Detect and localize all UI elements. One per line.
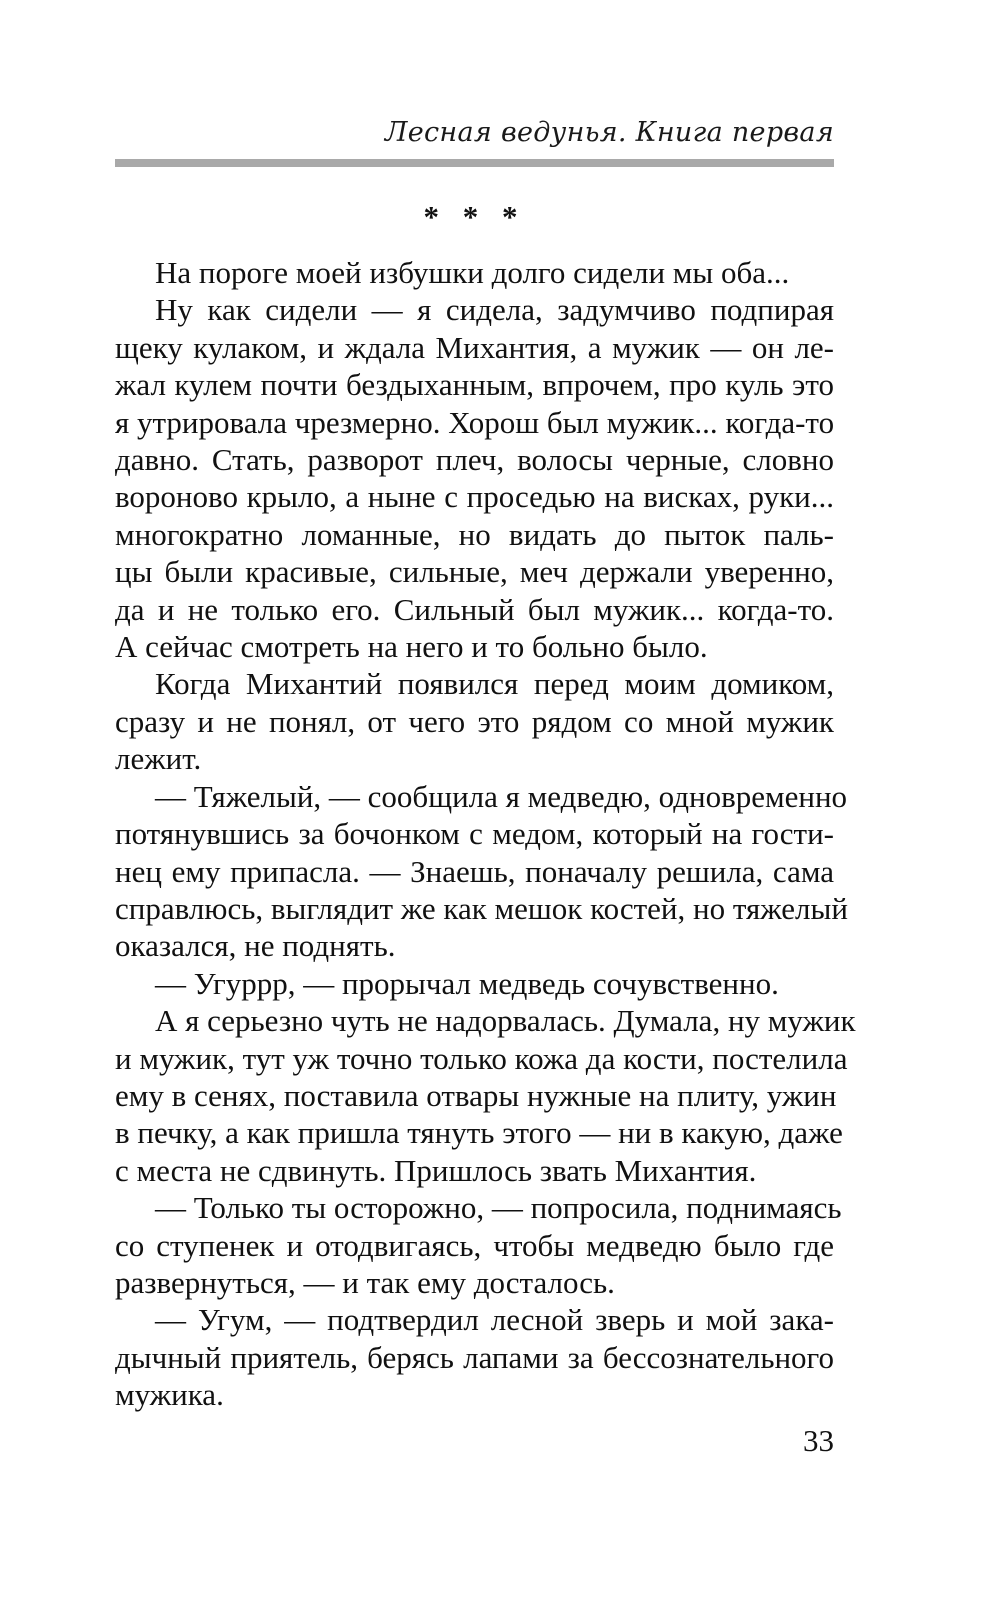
paragraph xyxy=(115,1189,842,1301)
text-line: многократно ломанные, но видать до пыток паль- xyxy=(115,516,834,552)
paragraph xyxy=(115,665,834,777)
text-line: с места не сдвинуть. Пришлось звать Михантия. xyxy=(115,1152,757,1188)
paragraph xyxy=(115,1301,834,1413)
paragraph xyxy=(115,254,834,291)
text-line: мужика. xyxy=(115,1377,224,1413)
text-line: На пороге моей избушки долго сидели мы оба... xyxy=(155,255,790,290)
text-line: дычный приятель, берясь лапами за бессознательного xyxy=(115,1339,834,1375)
text-line: лежит. xyxy=(115,741,202,777)
text-line: — Угум, — подтвердил лесной зверь и мой зака- xyxy=(155,1302,834,1338)
text-line: жал кулем почти бездыханным, впрочем, про куль это xyxy=(115,367,834,403)
text-line: вороново крыло, а ныне с проседью на висках, руки... xyxy=(115,479,834,515)
text-line: я утрировала чрезмерно. Хорош был мужик... когда-то xyxy=(115,404,835,440)
running-header: Лесная ведунья. Книга первая xyxy=(384,117,834,148)
text-line: цы были красивые, сильные, меч держали уверенно, xyxy=(115,554,834,590)
text-line: А сейчас смотреть на него и то больно было. xyxy=(115,629,708,665)
paragraph xyxy=(115,291,834,665)
text-line: сразу и не понял, от чего это рядом со мной мужик xyxy=(115,703,834,739)
header-divider xyxy=(115,159,834,167)
text-line: справлюсь, выглядит же как мешок костей, но тяжелый xyxy=(115,890,848,926)
text-line: в печку, а как пришла тянуть этого — ни в какую, даже xyxy=(115,1115,843,1151)
scene-break: * * * xyxy=(423,199,526,234)
text-line: Ну как сидели — я сидела, задумчиво подпирая xyxy=(155,292,834,328)
text-line: потянувшись за бочонком с медом, который на гости- xyxy=(115,816,834,852)
body-text xyxy=(115,254,856,1414)
text-line: ему в сенях, поставила отвары нужные на плиту, ужин xyxy=(115,1077,837,1113)
paragraph xyxy=(115,965,834,1002)
page-number: 33 xyxy=(803,1423,834,1458)
text-line: — Тяжелый, — сообщила я медведю, одновременно xyxy=(155,778,848,814)
text-line: со ступенек и отодвигаясь, чтобы медведю было где xyxy=(115,1227,834,1263)
text-line: Когда Михантий появился перед моим домиком, xyxy=(155,666,834,702)
text-line: оказался, не поднять. xyxy=(115,928,396,964)
text-line: да и не только его. Сильный был мужик... когда-то. xyxy=(115,591,834,627)
text-line: А я серьезно чуть не надорвалась. Думала, ну мужик xyxy=(155,1003,856,1039)
text-line: и мужик, тут уж точно только кожа да кости, постелила xyxy=(115,1040,848,1076)
text-line: нец ему припасла. — Знаешь, поначалу решила, сама xyxy=(115,853,834,889)
paragraph xyxy=(115,778,848,965)
text-line: давно. Стать, разворот плеч, волосы черные, словно xyxy=(115,442,834,478)
text-line: — Только ты осторожно, — попросила, поднимаясь xyxy=(155,1190,842,1226)
text-line: развернуться, — и так ему досталось. xyxy=(115,1264,615,1300)
text-line: щеку кулаком, и ждала Михантия, а мужик — он ле- xyxy=(115,329,834,365)
paragraph xyxy=(115,1002,856,1189)
text-line: — Угуррр, — прорычал медведь сочувственно. xyxy=(155,965,779,1001)
